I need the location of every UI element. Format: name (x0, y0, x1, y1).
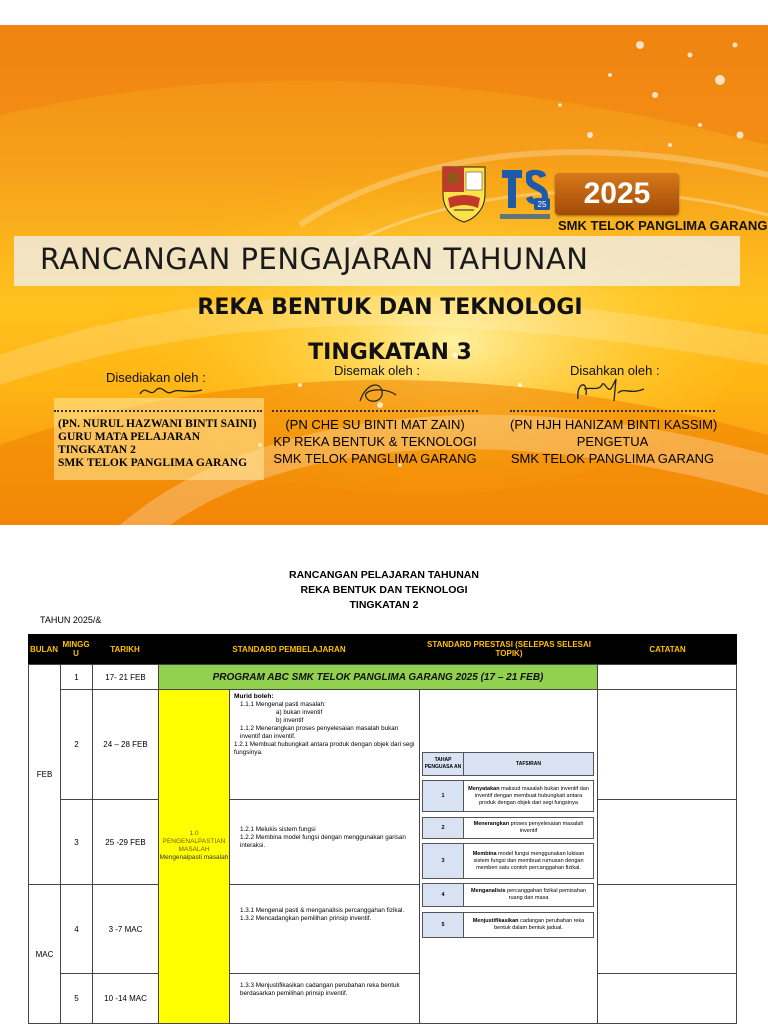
rubric-desc: Menganalisis percanggahan fizikal pemisahan ruang dan masa (463, 883, 594, 907)
month-label: MAC (35, 949, 54, 959)
topic-number: 1.0 (189, 830, 199, 837)
learning-standard-cell (229, 973, 420, 1024)
rubric-level: 2 (422, 817, 464, 839)
svg-text:25: 25 (537, 200, 547, 209)
signature-1-icon (136, 380, 206, 402)
sp-item: 1.2.2 Membina model fungsi dengan menggunakan garisan interaksi. (240, 834, 406, 849)
ts25-logo-icon (496, 162, 552, 222)
rubric-desc: Menerangkan proses penyelesaian masalah inventif (463, 817, 594, 839)
sp-item: 1.3.1 Mengenal pasti & menganalisis percanggahan fizikal. (240, 907, 405, 914)
date-cell (92, 664, 159, 690)
date-cell (92, 973, 159, 1024)
header-standard-prestasi: STANDARD PRESTASI (SELEPAS SELESAI TOPIK) (420, 634, 598, 664)
week-cell (60, 664, 93, 690)
school-name-header: SMK TELOK PANGLIMA GARANG (558, 218, 768, 233)
form-title: TINGKATAN 3 (308, 340, 472, 365)
sp-item: 1.1.1 Mengenal pasti masalah: (240, 701, 326, 708)
week-number: 2 (74, 740, 79, 749)
date-cell (92, 884, 159, 974)
signatory-form: TINGKATAN 2 (58, 444, 136, 456)
document-title-line-2: REKA BENTUK DAN TEKNOLOGI (300, 584, 468, 596)
signature-dotted-line (510, 410, 715, 412)
signatory-school: SMK TELOK PANGLIMA GARANG (273, 451, 477, 466)
date-text: 25 -29 FEB (105, 837, 146, 847)
date-cell (92, 689, 159, 800)
performance-standard-cell (419, 689, 598, 1024)
cover-page (0, 25, 768, 525)
rubric-desc: Menjustifikasikan cadangan perubahan reka bentuk dalam bentuk jadual. (463, 912, 594, 938)
signatory-role: PENGETUA (576, 434, 649, 449)
signatory-school: SMK TELOK PANGLIMA GARANG (58, 457, 248, 469)
catatan-cell (597, 664, 737, 690)
week-cell (60, 689, 93, 800)
rubric-level: 5 (422, 912, 464, 938)
signature-dotted-line (54, 410, 262, 412)
program-text: PROGRAM ABC SMK TELOK PANGLIMA GARANG 2025 (17 – 21 FEB) (212, 671, 544, 683)
month-cell-feb (28, 664, 61, 885)
year-badge (555, 173, 679, 215)
document-title-line-3: TINGKATAN 2 (349, 599, 419, 611)
signature-2-icon (352, 377, 402, 409)
signatory-label: Disediakan oleh : (106, 370, 206, 385)
sp-item: 1.2.1 Membuat hubungkait antara produk dengan objek dari segi fungsinya. (234, 741, 415, 756)
sp-item: 1.3.3 Menjustifikasikan cadangan perubahan reka bentuk berdasarkan pemilihan prinsip inventif. (240, 982, 400, 997)
rubric-level: 3 (422, 843, 464, 879)
header-standard-pembelajaran: STANDARD PEMBELAJARAN (158, 634, 420, 664)
month-cell-mac (28, 884, 61, 1024)
week-number: 1 (74, 672, 79, 682)
rubric-desc: Menyatakan maksud masalah bukan inventif dan inventif dengan membuat hubungkait antara produk dengan objek dari segi fungsinya (463, 780, 594, 812)
topic-subtitle: Mengenalpasti masalah (159, 854, 229, 861)
signatory-name: (PN. NURUL HAZWANI BINTI SAINI) (58, 418, 257, 430)
header-catatan: CATATAN (598, 634, 737, 664)
week-cell (60, 884, 93, 974)
signature-3-icon (568, 373, 648, 407)
date-text: 3 -7 MAC (108, 924, 143, 934)
catatan-cell (597, 973, 737, 1024)
rubric-level: 1 (422, 780, 464, 812)
learning-standard-cell (229, 799, 420, 885)
title-banner (14, 236, 740, 286)
subject-title: REKA BENTUK DAN TEKNOLOGI (197, 295, 583, 320)
signatory-name: (PN CHE SU BINTI MAT ZAIN) (285, 417, 465, 432)
sp-item: 1.1.2 Menerangkan proses penyelesaian masalah bukan inventif dan inventif. (240, 725, 399, 740)
banner-title: RANCANGAN PENGAJARAN TAHUNAN (40, 242, 589, 276)
catatan-cell (597, 689, 737, 800)
header-tarikh: TARIKH (92, 634, 158, 664)
rubric-header-desc: TAFSIRAN (463, 752, 594, 776)
year-text: 2025 (583, 177, 651, 210)
rubric-header-level: TAHAP PENGUASA AN (422, 752, 464, 776)
sp-heading: Murid boleh: (234, 693, 274, 700)
date-text: 10 -14 MAC (104, 994, 147, 1003)
signatory-label: Disemak oleh : (334, 363, 420, 378)
header-bulan: BULAN (28, 634, 60, 664)
week-number: 5 (74, 994, 79, 1003)
week-cell (60, 973, 93, 1024)
signatory-label: Disahkan oleh : (570, 363, 660, 378)
date-text: 17- 21 FEB (105, 672, 146, 682)
sp-item: b) inventif (276, 717, 304, 724)
rubric-desc: Membina model fungsi menggunakan lukisan sistem fungsi dan membuat rumusan dengan memberi satu contoh percanggahan fizikal. (463, 843, 594, 879)
catatan-cell (597, 799, 737, 885)
document-title-line-1: RANCANGAN PELAJARAN TAHUNAN (289, 569, 479, 581)
rubric-level: 4 (422, 883, 464, 907)
signatory-role: GURU MATA PELAJARAN (58, 431, 201, 443)
signature-dotted-line (272, 410, 478, 412)
learning-standard-cell (229, 884, 420, 974)
date-text: 24 – 28 FEB (103, 740, 148, 749)
signatory-school: SMK TELOK PANGLIMA GARANG (510, 451, 715, 466)
learning-standard-cell (229, 689, 420, 800)
program-row (158, 664, 598, 690)
year-label: TAHUN 2025/& (40, 615, 102, 625)
sp-item: 1.3.2 Mencadangkan pemilihan prinsip inventif. (240, 915, 372, 922)
week-cell (60, 799, 93, 885)
sp-item: a) bukan inventif (276, 709, 323, 716)
topic-title: PENGENALPASTIAN MASALAH (162, 838, 226, 853)
week-number: 4 (74, 924, 79, 934)
header-minggu: MINGG U (60, 634, 92, 664)
month-label: FEB (36, 770, 53, 779)
date-cell (92, 799, 159, 885)
topic-cell (158, 689, 230, 1024)
catatan-cell (597, 884, 737, 974)
signatory-role: KP REKA BENTUK & TEKNOLOGI (273, 434, 477, 449)
signatory-name: (PN HJH HANIZAM BINTI KASSIM) (510, 417, 718, 432)
school-crest-icon (440, 164, 488, 224)
sp-item: 1.2.1 Melukis sistem fungsi (240, 826, 316, 833)
week-number: 3 (74, 837, 79, 847)
